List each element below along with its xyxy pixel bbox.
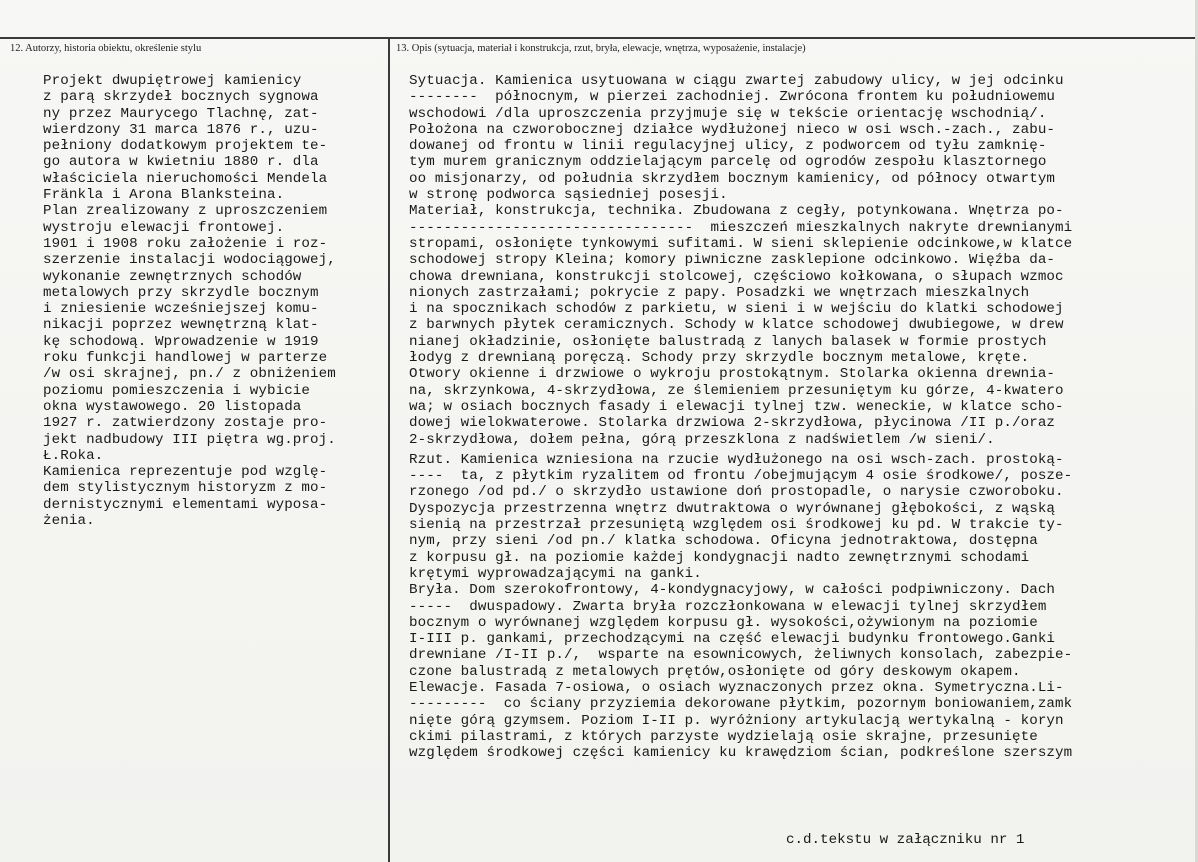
description-text-line: sienią na przestrzał przesuniętą względem osi środkowej ku pd. W trakcie ty- (409, 517, 1064, 534)
continuation-note: c.d.tekstu w załączniku nr 1 (786, 832, 1025, 848)
description-text-line: 2-skrzydłowa, dołem pełna, górą przeszklona z nadświetlem /w sieni/. (409, 431, 995, 448)
history-text-line: kę schodową. Wprowadzenie w 1919 (43, 333, 319, 350)
history-text-line: 1901 i 1908 roku założenie i roz- (43, 235, 328, 252)
description-text-line: względem środkowej części kamienicy ku krawędziom ścian, podkreślone szerszym (409, 745, 1073, 762)
description-text-line: krętymi wyprowadzającymi na ganki. (409, 565, 702, 582)
description-text-line: --------------------------------- mieszczeń mieszkalnych nakryte drewnianymi (409, 219, 1073, 236)
description-text-line: dowanej od frontu w linii regulacyjnej ulicy, z podworcem od tyłu zamknię- (409, 138, 1047, 155)
description-text-line: Bryła. Dom szerokofrontowy, 4-kondygnacyjowy, w całości podpiwniczony. Dach (409, 582, 1056, 599)
description-text-line: ----- dwuspadowy. Zwarta bryła rozczłonkowana w elewacji tylnej skrzydłem (409, 598, 1047, 615)
description-text-line: i na spocznikach schodów z parkietu, w sieni i w wejściu do klatki schodowej (409, 301, 1064, 318)
history-text-line: wykonanie zewnętrznych schodów (43, 268, 302, 285)
description-paragraph (409, 452, 1195, 582)
description-paragraph (409, 73, 1195, 203)
history-text-line: poziomu pomieszczenia i wybicie (43, 382, 311, 399)
description-text-line: dowej wielokwaterowe. Stolarka drzwiowa 2-skrzydłowa, płycinowa /II p./oraz (409, 415, 1056, 432)
history-text-line: metalowych przy skrzydle bocznym (43, 284, 319, 301)
description-text-line: ckimi pilastrami, z których parzyste wydzielają osie skrajne, przesunięte (409, 728, 1038, 745)
description-text-line: schodowej stropy Kleina; komory piwniczne zasklepione odcinkowo. Więźba da- (409, 252, 1056, 269)
history-text-line: Ł.Roka. (43, 447, 104, 464)
description-text-line: Położona na czworobocznej działce wydłużonej nieco w osi wsch.-zach., zabu- (409, 121, 1056, 138)
history-text-block (43, 73, 388, 529)
history-text-line: i zniesienie wcześniejszej komu- (43, 301, 319, 318)
description-text-line: --------- co ściany przyziemia dekorowane płytkim, pozornym boniowaniem,zamk (409, 696, 1073, 713)
description-text-line: drewniane /I-II p./, wsparte na esownicowych, żeliwnych konsolach, zabezpie- (409, 647, 1073, 664)
description-text-line: nym, przy sieni /od pn./ klatka schodowa. Oficyna jednotraktowa, dostępna (409, 533, 1038, 550)
history-text-line: pełniony dodatkowym projektem te- (43, 138, 328, 155)
description-text-line: czone balustradą z metalowych prętów,osłonięte od góry deskowym okapem. (409, 663, 1021, 680)
description-text-line: Materiał, konstrukcja, technika. Zbudowana z cegły, potynkowana. Wnętrza po- (409, 203, 1064, 220)
description-text-line: łodyg z drewnianą poręczą. Schody przy skrzydle bocznym metalowe, kręte. (409, 350, 1030, 367)
description-text-line: wschodowi /dla uproszczenia przyjmuje się w tekście orientację wschodnią/. (409, 105, 1047, 122)
description-paragraph (409, 680, 1195, 761)
history-text-line: okna wystawowego. 20 listopada (43, 398, 302, 415)
description-text-line: I-III p. gankami, przechodzącymi na część elewacji budynku frontowego.Ganki (409, 631, 1056, 648)
section-13-heading: 13. Opis (sytuacja, materiał i konstrukcja, rzut, bryła, elewacje, wnętrza, wyposażenie, instalacje) (396, 43, 806, 54)
description-text-line: na, skrzynkowa, 4-skrzydłowa, ze ślemieniem przesuniętym ku górze, 4-kwatero (409, 382, 1064, 399)
history-text-line: jekt nadbudowy III piętra wg.proj. (43, 431, 336, 448)
description-text-line: wa; w osiach bocznych fasady i elewacji tylnej tzw. weneckie, w klatce scho- (409, 398, 1064, 415)
section-12-heading: 12. Autorzy, historia obiektu, określenie stylu (10, 43, 202, 54)
history-text-line: żenia. (43, 513, 95, 530)
description-text-line: Sytuacja. Kamienica usytuowana w ciągu zwartej zabudowy ulicy, w jej odcinku (409, 73, 1064, 89)
history-text-line: Plan zrealizowany z uproszczeniem (43, 203, 328, 220)
description-text-line: Otwory okienne i drzwiowe o wykroju prostokątnym. Stolarka okienna drewnia- (409, 366, 1056, 383)
description-text-line: ---- ta, z płytkim ryzalitem od frontu /obejmującym 4 osie środkowe/, posze- (409, 468, 1073, 485)
description-text-line: w stronę podworca sąsiedniej posesji. (409, 187, 728, 204)
description-paragraph (409, 582, 1195, 680)
description-text-block (409, 73, 1195, 761)
header-rule (0, 37, 1198, 39)
description-text-line: chowa drewniana, konstrukcji stolcowej, częściowo kołkowana, o słupach wzmoc (409, 268, 1064, 285)
description-text-line: tym murem granicznym oddzielającym parcelę od ogrodów zespołu klasztornego (409, 154, 1047, 171)
description-text-line: z korpusu gł. na poziomie każdej kondygnacji nadto zewnętrznymi schodami (409, 549, 1030, 566)
history-text-line: właściciela nieruchomości Mendela (43, 170, 328, 187)
description-text-line: -------- północnym, w pierzei zachodniej. Zwrócona frontem ku południowemu (409, 89, 1056, 106)
description-text-line: nionych zastrzałami; pokrycie z papy. Posadzki we wnętrzach mieszkalnych (409, 284, 1030, 301)
history-text-line: 1927 r. zatwierdzony zostaje pro- (43, 415, 328, 432)
history-text-line: z parą skrzydeł bocznych sygnowa (43, 89, 319, 106)
description-text-line: stropami, osłonięte tynkowymi sufitami. W sieni sklepienie odcinkowe,w klatce (409, 235, 1073, 252)
description-text-line: nianej okładzinie, osłonięte balustradą z lanych balasek w formie prostych (409, 333, 1047, 350)
description-text-line: Elewacje. Fasada 7-osiowa, o osiach wyznaczonych przez okna. Symetryczna.Li- (409, 679, 1064, 696)
description-paragraph (409, 203, 1195, 447)
history-text-line: szerzenie instalacji wodociągowej, (43, 252, 336, 269)
description-text-line: oo misjonarzy, od południa skrzydłem bocznym kamienicy, od północy otwartym (409, 170, 1056, 187)
history-text-line: ny przez Maurycego Tlachnę, zat- (43, 105, 319, 122)
history-text-line: /w osi skrajnej, pn./ z obniżeniem (43, 366, 336, 383)
description-text-line: z barwnych płytek ceramicznych. Schody w klatce schodowej dwubiegowe, w drew (409, 317, 1064, 334)
description-text-line: nięte górą gzymsem. Poziom I-II p. wyróżniony artykulacją wertykalną - koryn (409, 712, 1064, 729)
history-text-line: dernistycznymi elementami wyposa- (43, 496, 328, 513)
description-text-line: Rzut. Kamienica wzniesiona na rzucie wydłużonego na osi wsch-zach. prostoką- (409, 451, 1064, 468)
description-text-line: rzonego /od pd./ o skrzydło ustawione doń prostopadle, o narysie czworoboku. (409, 484, 1064, 501)
column-divider (388, 37, 390, 862)
history-text-line: Kamienica reprezentuje pod wzglę- (43, 464, 328, 481)
description-text-line: Dyspozycja przestrzenna wnętrz dwutraktowa o wyrównanej głębokości, z wąską (409, 500, 1056, 517)
history-text-line: dem stylistycznym historyzm z mo- (43, 480, 328, 497)
history-text-line: go autora w kwietniu 1880 r. dla (43, 154, 319, 171)
history-text-line: nikacji poprzez wewnętrzną klat- (43, 317, 319, 334)
description-text-line: bocznym o wyrównanej względem korpusu gł. wysokości,ożywionym na poziomie (409, 614, 1038, 631)
history-text-line: Fränkla i Arona Blanksteina. (43, 187, 285, 204)
history-text-line: wystroju elewacji frontowej. (43, 219, 285, 236)
history-text-line: wierdzony 31 marca 1876 r., uzu- (43, 121, 319, 138)
history-text-line: Projekt dwupiętrowej kamienicy (43, 73, 302, 89)
history-text-line: roku funkcji handlowej w parterze (43, 350, 328, 367)
